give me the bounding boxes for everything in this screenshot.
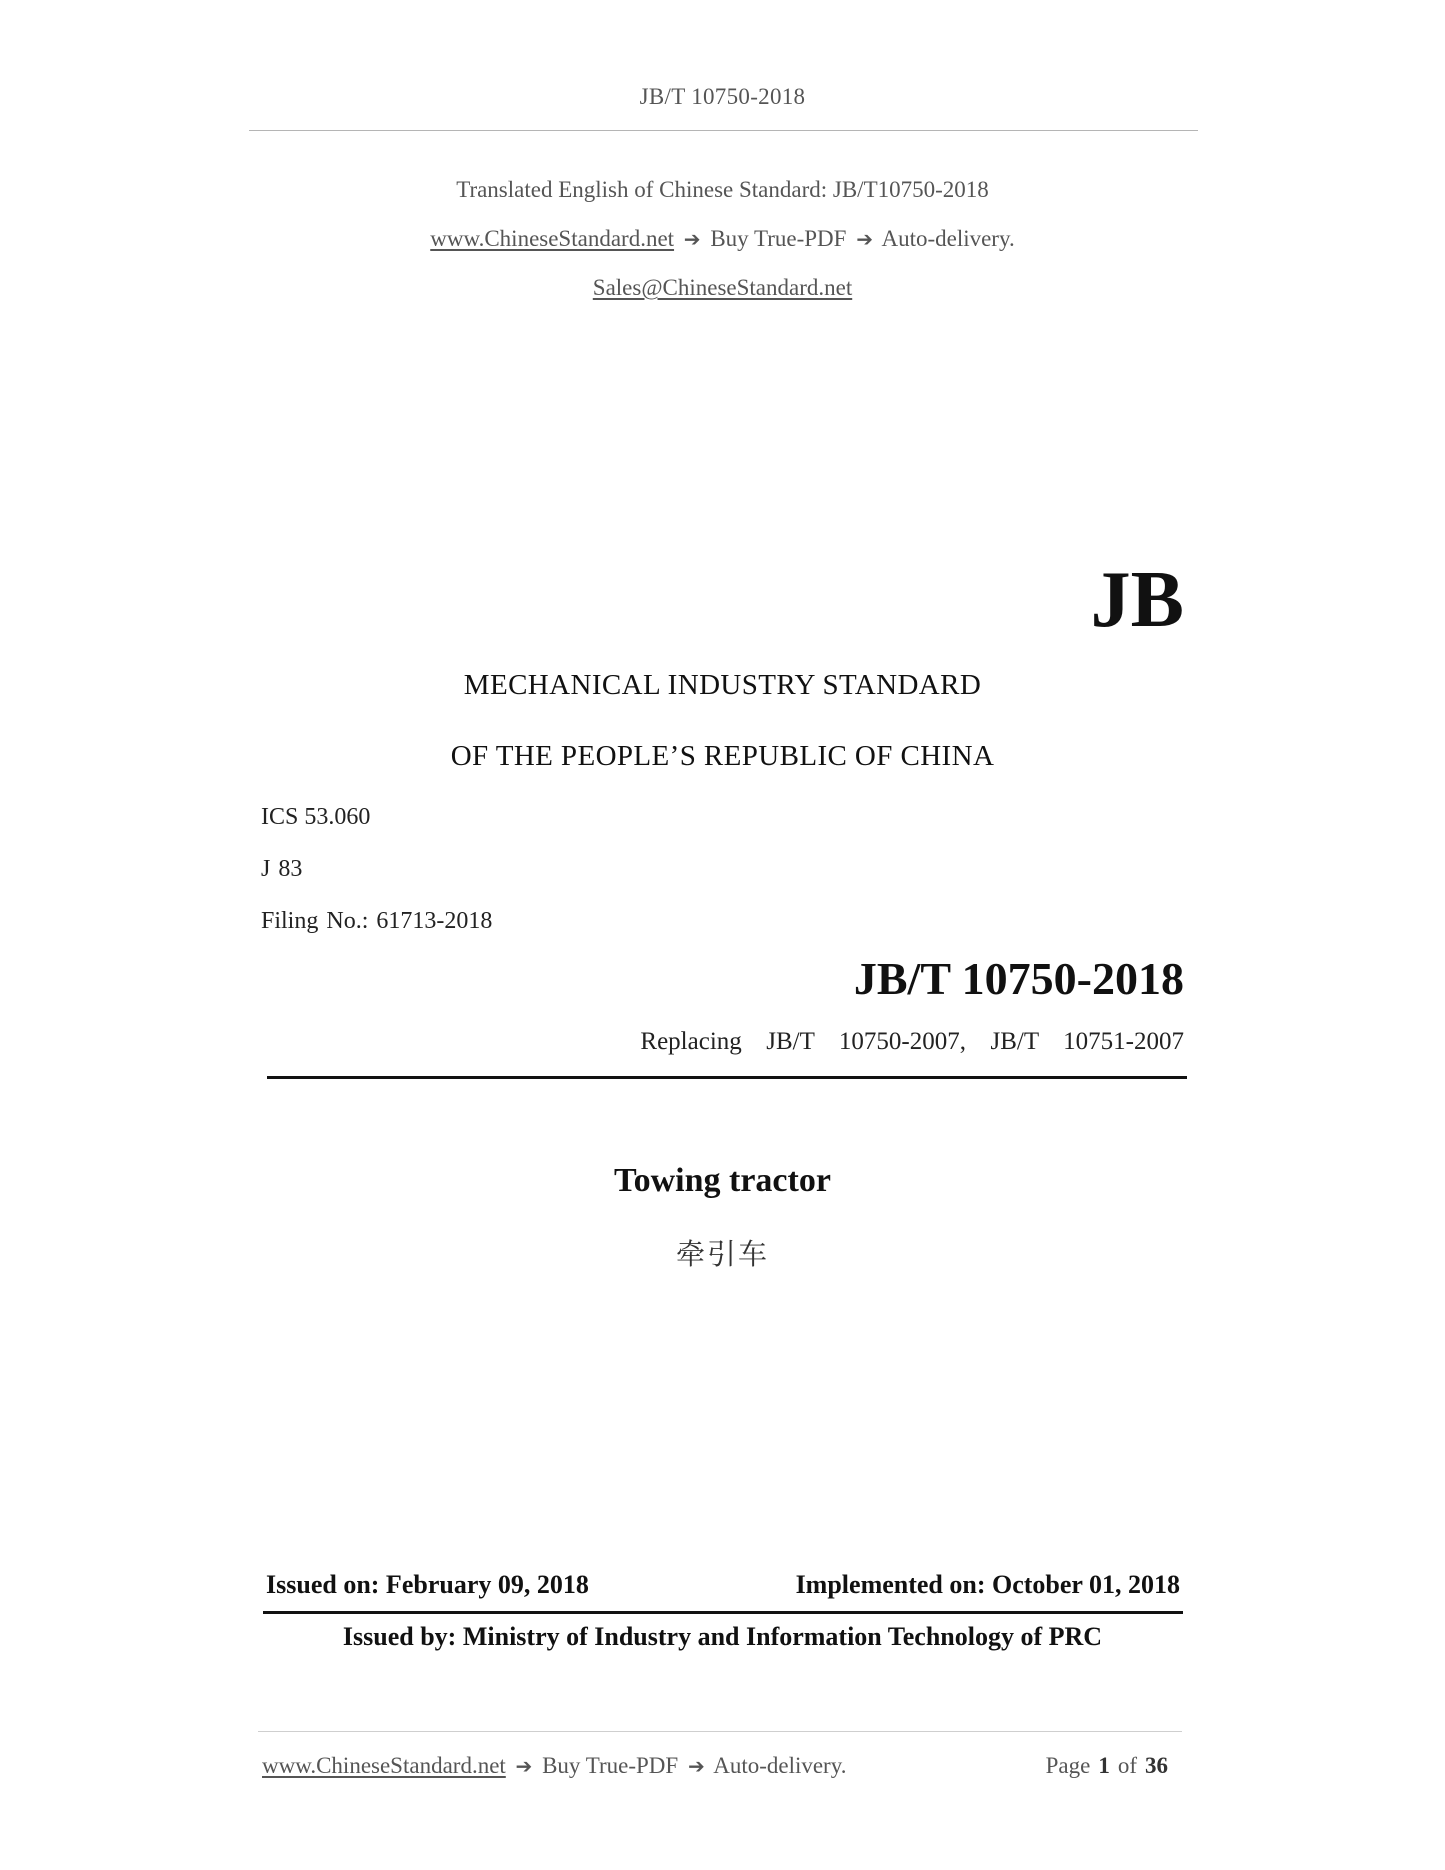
footer-site-link[interactable]: www.ChineseStandard.net <box>262 1753 506 1778</box>
translation-notice: Translated English of Chinese Standard: JB/T10750-2018 <box>456 177 989 202</box>
email-link[interactable]: Sales@ChineseStandard.net <box>592 275 853 300</box>
arrow-right-icon: ➔ <box>683 227 701 251</box>
page-of: of <box>1117 1753 1137 1778</box>
title-divider <box>267 1076 1187 1079</box>
issued-by: Issued by: Ministry of Industry and Information Technology of PRC <box>342 1622 1103 1651</box>
filing-no-label: No.: <box>326 908 369 934</box>
email-line <box>0 275 1445 301</box>
issued-on: Issued on: February 09, 2018 <box>266 1570 589 1599</box>
site-link[interactable]: www.ChineseStandard.net <box>430 226 675 251</box>
running-head: JB/T 10750-2018 <box>639 84 806 109</box>
jb-logo: JB <box>1090 556 1184 644</box>
arrow-right-icon: ➔ <box>515 1754 533 1778</box>
issue-dates <box>266 1570 1180 1600</box>
standard-code: JB/T 10750-2018 <box>853 953 1184 1004</box>
filing-number <box>261 908 492 935</box>
page-current: 1 <box>1098 1753 1110 1778</box>
class-code-number: 83 <box>278 856 303 882</box>
filing-label: Filing <box>261 908 319 934</box>
document-title-chinese: 牵引车 <box>675 1237 769 1271</box>
standard-body-line-1: MECHANICAL INDUSTRY STANDARD <box>463 669 982 701</box>
page-total: 36 <box>1145 1753 1168 1778</box>
page-number <box>1046 1753 1176 1779</box>
footer-divider <box>258 1731 1182 1732</box>
replacing-note: Replacing JB/T 10750-2007, JB/T 10751-2007 <box>640 1028 1184 1055</box>
arrow-right-icon: ➔ <box>687 1754 705 1778</box>
implemented-on: Implemented on: October 01, 2018 <box>795 1570 1180 1599</box>
footer-delivery-text: Auto-delivery. <box>713 1753 847 1778</box>
arrow-right-icon: ➔ <box>856 227 873 251</box>
filing-number-value: 61713-2018 <box>376 908 493 934</box>
class-code <box>261 856 302 883</box>
promo-line <box>0 226 1445 252</box>
class-code-letter: J <box>261 856 271 882</box>
buy-text: Buy True-PDF <box>710 226 847 251</box>
delivery-text: Auto-delivery. <box>881 226 1015 251</box>
document-title: Towing tractor <box>614 1162 831 1199</box>
standard-body-line-2: OF THE PEOPLE’S REPUBLIC OF CHINA <box>450 740 995 772</box>
ics-code: ICS 53.060 <box>261 804 371 830</box>
footer-promo <box>262 1753 846 1779</box>
header-divider <box>249 130 1198 131</box>
footer-buy-text: Buy True-PDF <box>542 1753 679 1778</box>
issue-divider <box>263 1611 1183 1614</box>
page-label: Page <box>1045 1753 1091 1778</box>
